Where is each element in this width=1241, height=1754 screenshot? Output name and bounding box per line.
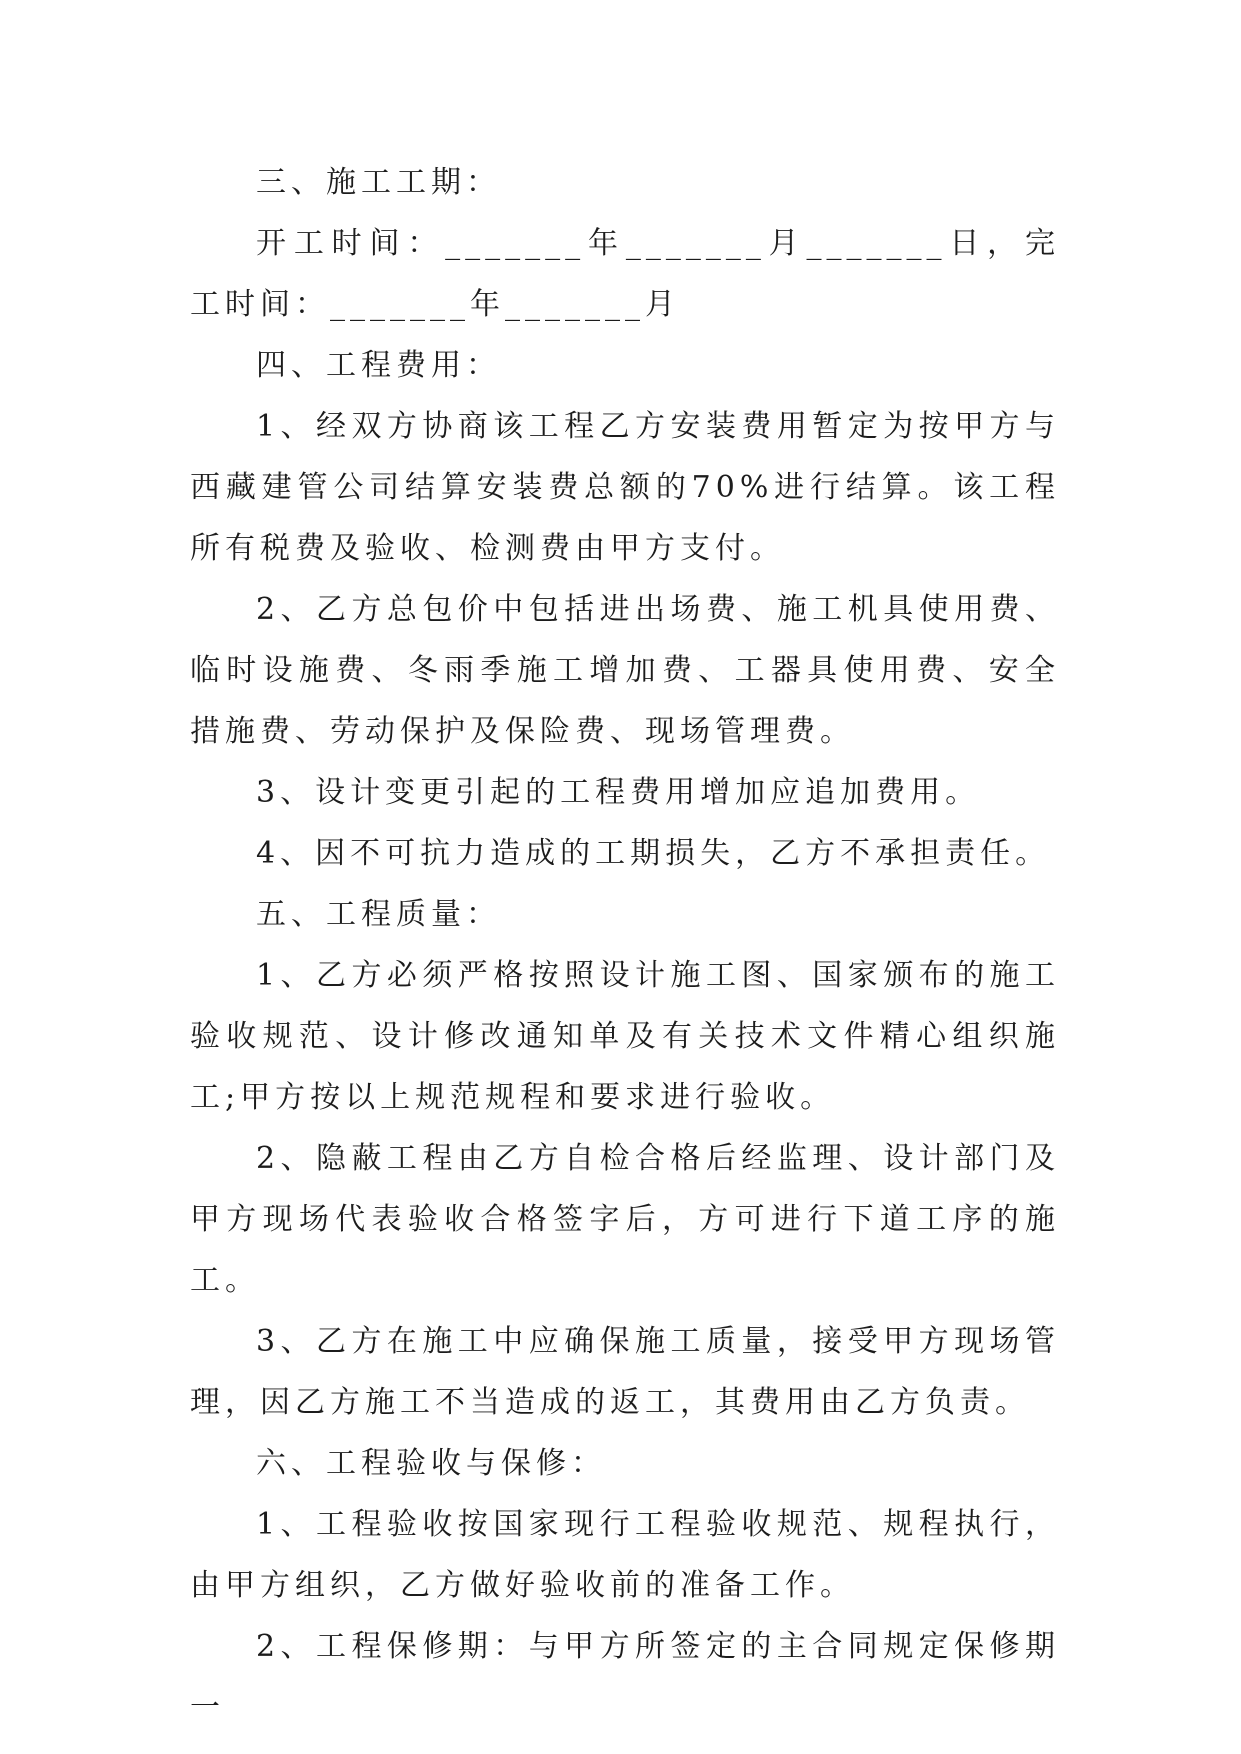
section-heading-acceptance-warranty: 六、工程验收与保修：	[256, 1446, 606, 1481]
paragraph-quality-clause-2: 2、隐蔽工程由乙方自检合格后经监理、设计部门及甲方现场代表验收合格签字后，方可进行下道工序的施工。	[190, 1141, 1060, 1298]
paragraph-cost-clause-1: 1、经双方协商该工程乙方安装费用暂定为按甲方与西藏建管公司结算安装费总额的70%进行结算。该工程所有税费及验收、检测费由甲方支付。	[190, 409, 1060, 566]
section-heading-construction-period: 三、施工工期：	[256, 165, 501, 200]
paragraph-cost-clause-2: 2、乙方总包价中包括进出场费、施工机具使用费、临时设施费、冬雨季施工增加费、工器具使用费、安全措施费、劳动保护及保险费、现场管理费。	[190, 592, 1060, 749]
document-body	[190, 152, 1060, 1738]
paragraph-cost-clause-4: 4、因不可抗力造成的工期损失，乙方不承担责任。	[256, 836, 1051, 871]
paragraph-acceptance-clause-1: 1、工程验收按国家现行工程验收规范、规程执行，由甲方组织，乙方做好验收前的准备工作。	[190, 1507, 1060, 1603]
paragraph-acceptance-clause-2: 2、工程保修期：与甲方所签定的主合同规定保修期一	[190, 1629, 1060, 1725]
section-heading-project-cost: 四、工程费用：	[256, 348, 501, 383]
paragraph-quality-clause-1: 1、乙方必须严格按照设计施工图、国家颁布的施工验收规范、设计修改通知单及有关技术文件精心组织施工;甲方按以上规范规程和要求进行验收。	[190, 958, 1060, 1115]
paragraph-start-finish-dates: 开工时间：_______年_______月_______日，完工时间：_______年_______月	[190, 226, 1060, 322]
paragraph-cost-clause-3: 3、设计变更引起的工程费用增加应追加费用。	[256, 775, 981, 810]
paragraph-quality-clause-3: 3、乙方在施工中应确保施工质量，接受甲方现场管理，因乙方施工不当造成的返工，其费用由乙方负责。	[190, 1324, 1060, 1420]
section-heading-project-quality: 五、工程质量：	[256, 897, 501, 932]
